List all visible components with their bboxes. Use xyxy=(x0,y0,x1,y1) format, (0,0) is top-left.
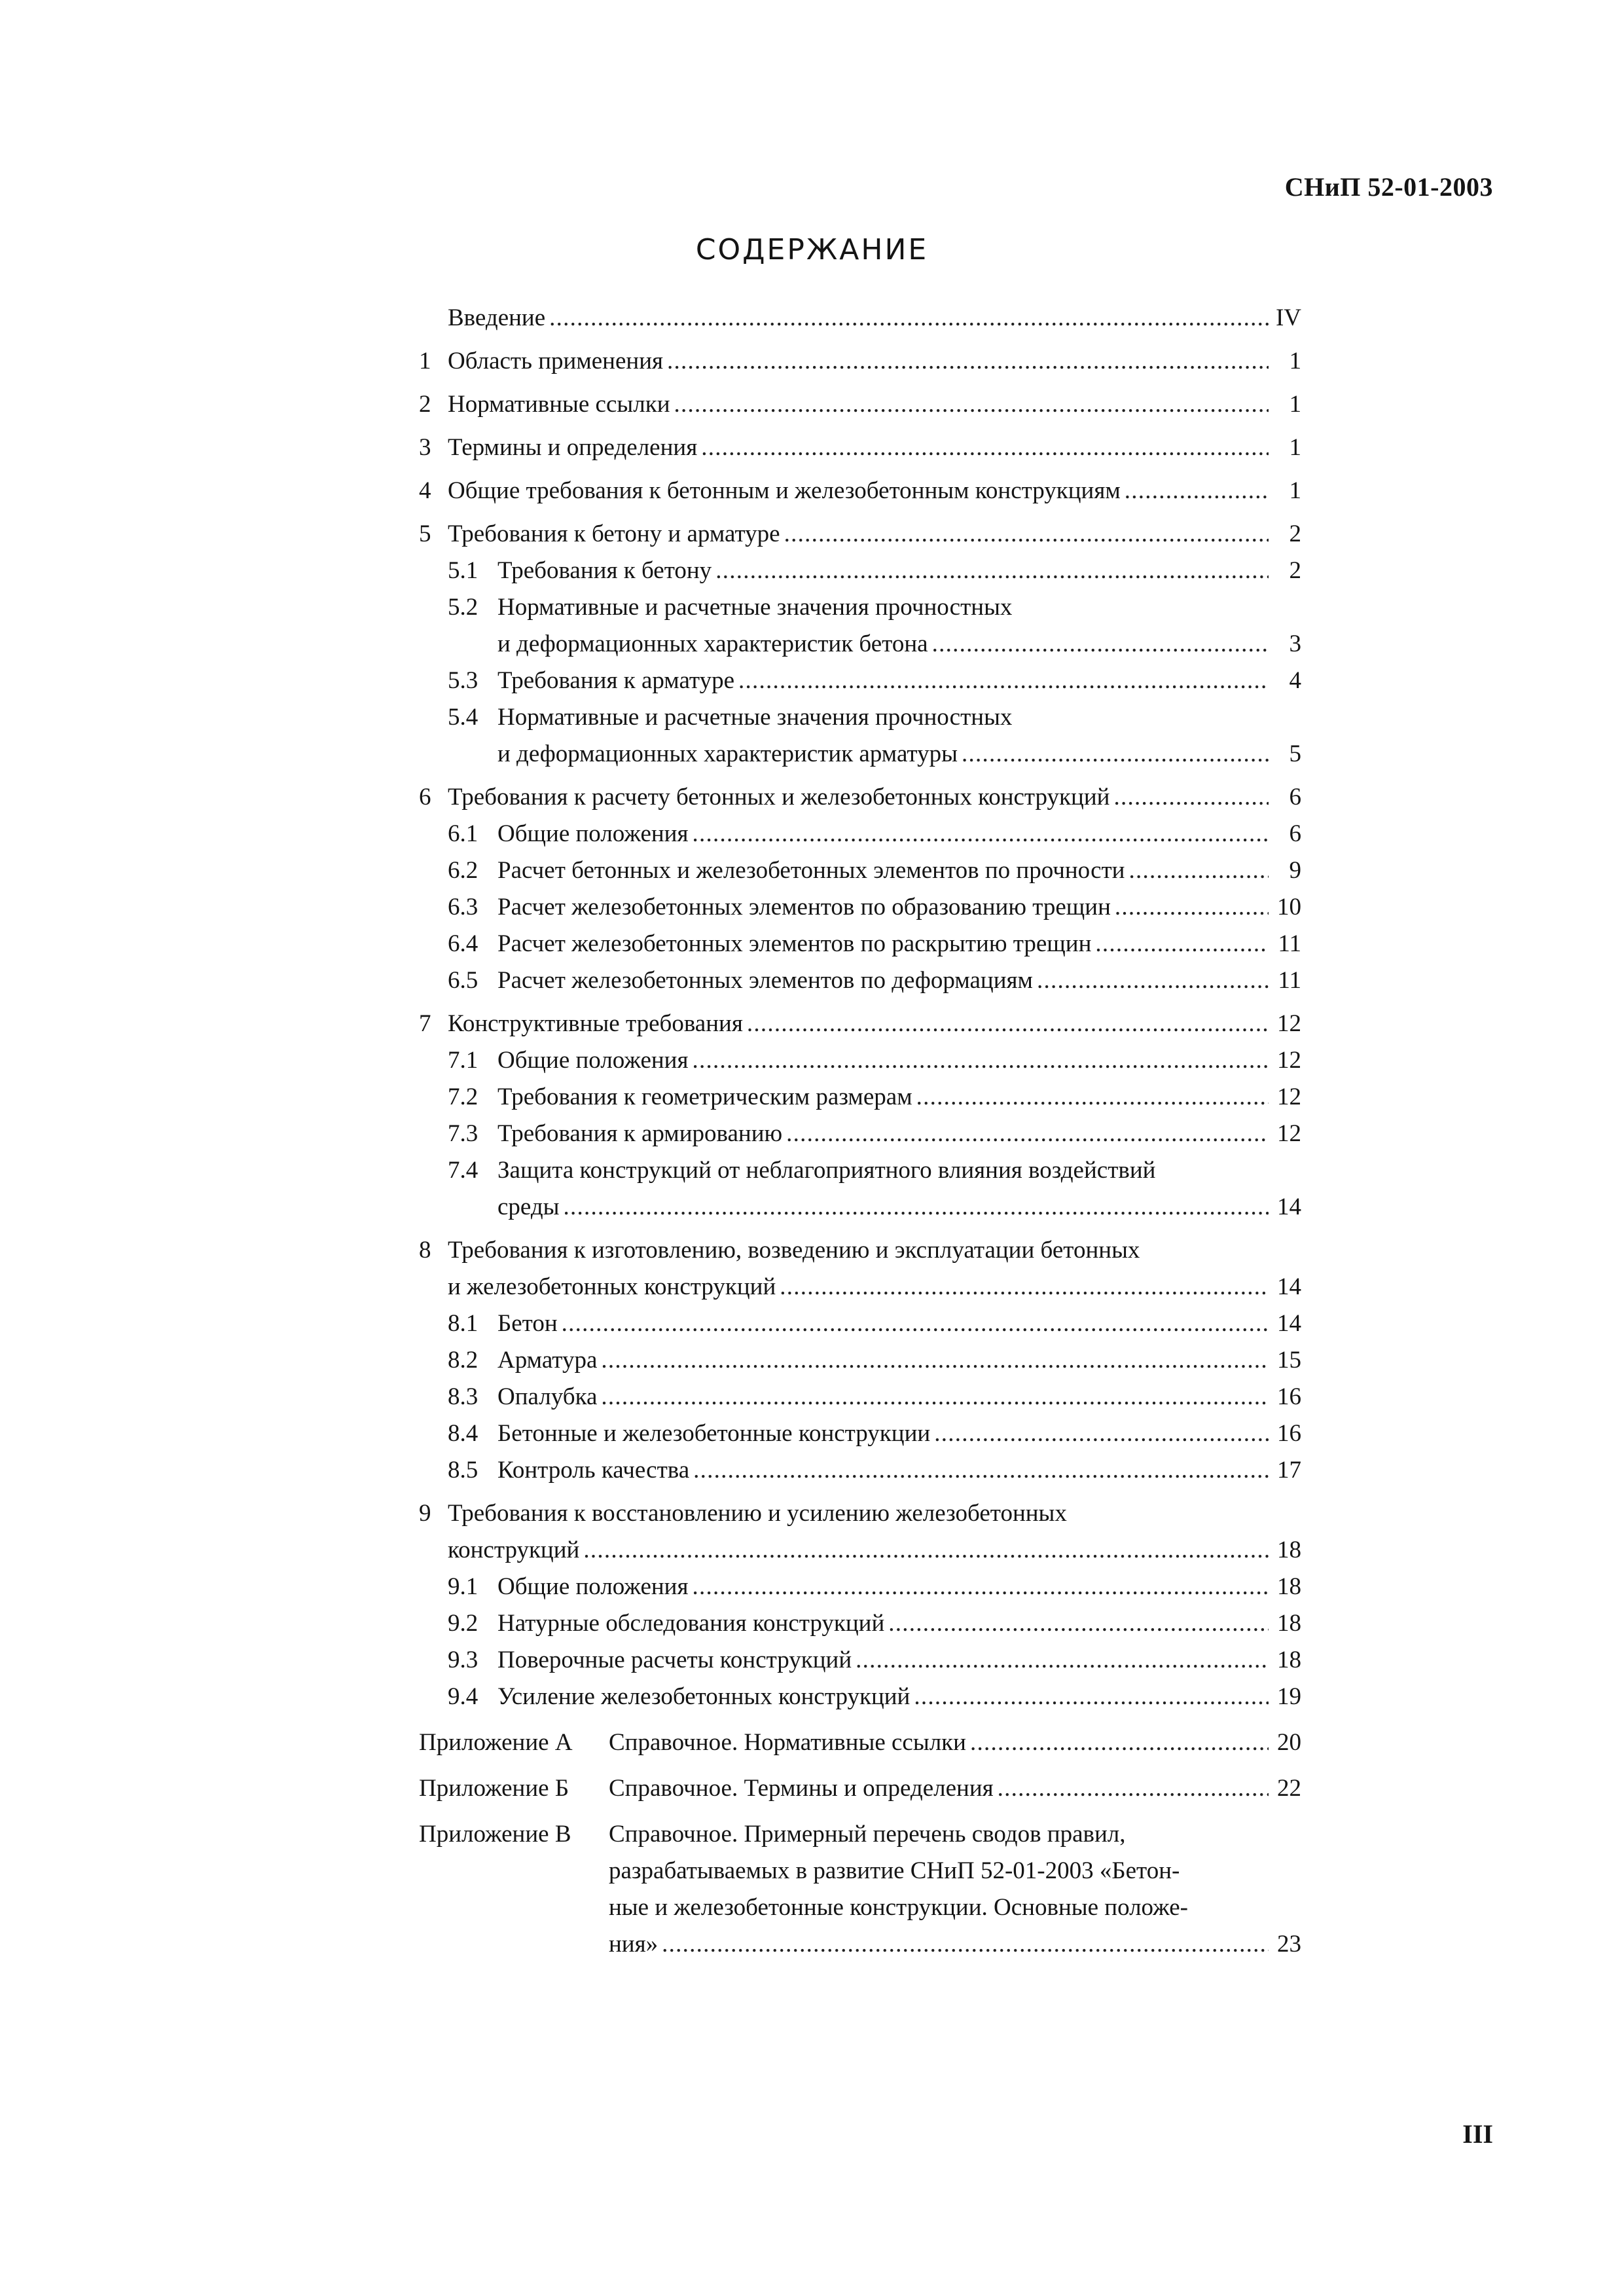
toc-entry-number: 7 xyxy=(419,1010,431,1037)
toc-entry-last-line xyxy=(497,736,1301,773)
toc-entry-number: 6.1 xyxy=(448,820,478,847)
toc-entry-number: 6.3 xyxy=(448,894,478,920)
toc-entry-last-line xyxy=(497,1415,1301,1452)
toc-entry-last-line xyxy=(448,1006,1301,1042)
toc-page-number: IV xyxy=(1275,304,1301,331)
toc-entry-text xyxy=(448,1006,1301,1042)
toc-page-number: 1 xyxy=(1289,477,1301,504)
toc-entry xyxy=(419,429,1301,466)
toc-page-number: 19 xyxy=(1277,1683,1301,1710)
toc-page-number: 17 xyxy=(1277,1457,1301,1484)
toc-page-number: 5 xyxy=(1289,740,1301,767)
dot-leader xyxy=(692,816,1269,852)
appendix-last-line xyxy=(609,1926,1301,1963)
toc-entry xyxy=(419,1605,1301,1642)
toc-entry-last-line xyxy=(448,516,1301,553)
toc-entry-number: 5.1 xyxy=(448,557,478,584)
toc-page-number: 12 xyxy=(1277,1010,1301,1037)
toc-page-number: 18 xyxy=(1277,1573,1301,1600)
toc-entry xyxy=(419,589,1301,663)
toc-entry-number: 9.3 xyxy=(448,1647,478,1673)
toc-entry-line xyxy=(419,1006,1301,1042)
appendix-title: Справочное. Нормативные ссылки xyxy=(609,1729,966,1756)
toc-entry-last-line xyxy=(448,779,1301,816)
toc-entry-title: Нормативные ссылки xyxy=(448,391,670,418)
toc-entry-line xyxy=(448,1379,1301,1415)
toc-page-number: 18 xyxy=(1277,1647,1301,1673)
toc-entry-last-line xyxy=(448,1532,1301,1569)
dot-leader xyxy=(856,1642,1269,1679)
appendix-entry-line xyxy=(419,1724,1301,1761)
document-code-header: СНиП 52-01-2003 xyxy=(1284,172,1493,202)
dot-leader xyxy=(747,1006,1269,1042)
toc-entry-last-line xyxy=(448,473,1301,509)
toc-entry-text-line: Защита конструкций от неблагоприятного влияния воздействий xyxy=(497,1157,1156,1184)
toc-entry-text xyxy=(497,1042,1301,1079)
dot-leader xyxy=(693,1452,1269,1489)
toc-entry xyxy=(419,1495,1301,1569)
toc-entry-text xyxy=(448,343,1301,380)
toc-page-number: 18 xyxy=(1277,1537,1301,1563)
toc-entry-text xyxy=(448,473,1301,509)
appendix-text-line: ные и железобетонные конструкции. Основные положе- xyxy=(609,1894,1188,1921)
dot-leader xyxy=(583,1532,1269,1569)
toc-entry xyxy=(419,1642,1301,1679)
appendix-label: Приложение В xyxy=(419,1821,571,1848)
dot-leader xyxy=(1095,926,1269,962)
toc-entry-title: Общие положения xyxy=(497,1047,689,1074)
toc-entry-last-line xyxy=(448,343,1301,380)
dot-leader xyxy=(784,516,1269,553)
toc-page-number: 1 xyxy=(1289,348,1301,374)
toc-entry-number: 6.4 xyxy=(448,930,478,957)
toc-entry-number: 2 xyxy=(419,391,431,418)
toc-entry-text xyxy=(448,386,1301,423)
toc-entry xyxy=(419,473,1301,509)
toc-entry-title: Расчет бетонных и железобетонных элементов по прочности xyxy=(497,857,1125,884)
toc-entry xyxy=(419,852,1301,889)
toc-entry-line xyxy=(448,962,1301,999)
dot-leader xyxy=(1128,852,1269,889)
toc-entry-text xyxy=(497,926,1301,962)
toc-entry-title: и деформационных характеристик арматуры xyxy=(497,740,958,767)
toc-entry-line xyxy=(419,386,1301,423)
toc-entry xyxy=(419,553,1301,589)
toc-entry-title: Общие требования к бетонным и железобетонным конструкциям xyxy=(448,477,1121,504)
toc-entry-text xyxy=(497,962,1301,999)
toc-title: СОДЕРЖАНИЕ xyxy=(695,233,929,266)
toc-entry-title: Бетон xyxy=(497,1310,558,1337)
appendix-entry xyxy=(419,1724,1301,1761)
toc-entry-number: 8.2 xyxy=(448,1347,478,1374)
toc-entry-line xyxy=(419,429,1301,466)
toc-entry-line xyxy=(448,852,1301,889)
dot-leader xyxy=(701,429,1269,466)
toc-page-number: 3 xyxy=(1289,630,1301,657)
toc-entry-number: 3 xyxy=(419,434,431,461)
toc-entry xyxy=(419,1452,1301,1489)
toc-entry-text xyxy=(497,816,1301,852)
toc-entry xyxy=(419,699,1301,773)
dot-leader xyxy=(692,1569,1269,1605)
toc-entry-number: 9.1 xyxy=(448,1573,478,1600)
toc-entry xyxy=(419,1379,1301,1415)
toc-entry-text xyxy=(497,889,1301,926)
toc-page-number: 4 xyxy=(1289,667,1301,694)
toc-entry-number: 8.3 xyxy=(448,1383,478,1410)
toc-entry-number: 6.2 xyxy=(448,857,478,884)
toc-entry xyxy=(419,300,1301,337)
toc-entry-line xyxy=(419,779,1301,816)
toc-page-number: 12 xyxy=(1277,1120,1301,1147)
toc-entry-title: и железобетонных конструкций xyxy=(448,1273,776,1300)
toc-entry xyxy=(419,1079,1301,1116)
toc-entry xyxy=(419,1569,1301,1605)
toc-entry-title: Требования к бетону и арматуре xyxy=(448,520,780,547)
toc-entry-line xyxy=(419,516,1301,553)
toc-entry-line xyxy=(419,300,1301,337)
toc-page-number: 2 xyxy=(1289,520,1301,547)
toc-entry-text xyxy=(497,553,1301,589)
toc-entry-title: Арматура xyxy=(497,1347,598,1374)
dot-leader xyxy=(916,1079,1269,1116)
toc-entry-text xyxy=(497,1415,1301,1452)
toc-entry xyxy=(419,1232,1301,1305)
appendix-entry xyxy=(419,1816,1301,1963)
toc-entry-last-line xyxy=(497,962,1301,999)
toc-entry xyxy=(419,926,1301,962)
toc-entry-last-line xyxy=(497,926,1301,962)
toc-entry-text-line: Нормативные и расчетные значения прочностных xyxy=(497,704,1013,731)
toc-entry-last-line xyxy=(497,1042,1301,1079)
toc-entry-number: 8 xyxy=(419,1237,431,1264)
toc-entry-line xyxy=(448,1569,1301,1605)
toc-entry-number: 9.2 xyxy=(448,1610,478,1637)
toc-entry-title: Общие положения xyxy=(497,820,689,847)
dot-leader xyxy=(962,736,1269,773)
toc-entry-title: Усиление железобетонных конструкций xyxy=(497,1683,911,1710)
appendix-last-line xyxy=(609,1770,1301,1807)
toc-entry-last-line xyxy=(448,300,1301,337)
toc-entry-title: Поверочные расчеты конструкций xyxy=(497,1647,852,1673)
appendix-last-line xyxy=(609,1724,1301,1761)
appendix-text-line: разрабатываемых в развитие СНиП 52-01-2003 «Бетон- xyxy=(609,1857,1180,1884)
toc-entry-title: Опалубка xyxy=(497,1383,598,1410)
toc-entry-number: 7.4 xyxy=(448,1157,478,1184)
toc-entry-last-line xyxy=(497,626,1301,663)
toc-entry-title: Термины и определения xyxy=(448,434,698,461)
toc-entry-text-line: Требования к изготовлению, возведению и эксплуатации бетонных xyxy=(448,1237,1140,1264)
toc-entry-line xyxy=(448,1642,1301,1679)
toc-entry-text xyxy=(497,1605,1301,1642)
appendix-text xyxy=(609,1770,1301,1807)
toc-entry-text xyxy=(497,1452,1301,1489)
toc-entry-text xyxy=(497,1379,1301,1415)
dot-leader xyxy=(674,386,1269,423)
toc-entry-text xyxy=(497,1116,1301,1152)
toc-entry-number: 8.5 xyxy=(448,1457,478,1484)
toc-entry-text xyxy=(497,1305,1301,1342)
toc-entry-last-line xyxy=(497,1379,1301,1415)
toc-page-number: 6 xyxy=(1289,784,1301,811)
toc-entry-last-line xyxy=(497,816,1301,852)
toc-entry-title: Натурные обследования конструкций xyxy=(497,1610,885,1637)
toc-page-number: 14 xyxy=(1277,1273,1301,1300)
appendix-page-number: 22 xyxy=(1277,1775,1301,1802)
toc-entry-text xyxy=(497,1569,1301,1605)
toc-entry-number: 7.1 xyxy=(448,1047,478,1074)
toc-page-number: 9 xyxy=(1289,857,1301,884)
dot-leader xyxy=(601,1379,1269,1415)
toc-entry-number: 1 xyxy=(419,348,431,374)
toc-entry xyxy=(419,1152,1301,1226)
toc-entry-title: Расчет железобетонных элементов по образованию трещин xyxy=(497,894,1111,920)
toc-entry-line xyxy=(448,1605,1301,1642)
toc-entry-line xyxy=(448,926,1301,962)
toc-entry-text xyxy=(497,699,1301,773)
toc-entry-text-line: Нормативные и расчетные значения прочностных xyxy=(497,594,1013,621)
dot-leader xyxy=(601,1342,1269,1379)
toc-entry-line xyxy=(448,663,1301,699)
appendix-text xyxy=(609,1724,1301,1761)
toc-entry-last-line xyxy=(497,852,1301,889)
toc-entry-number: 6.5 xyxy=(448,967,478,994)
toc-entry-line xyxy=(419,1232,1301,1305)
toc-entry-text xyxy=(497,852,1301,889)
toc-entry-line xyxy=(448,889,1301,926)
toc-entry-line xyxy=(448,1415,1301,1452)
toc-entry-line xyxy=(448,816,1301,852)
toc-page-number: 2 xyxy=(1289,557,1301,584)
appendix-text-line: Справочное. Примерный перечень сводов правил, xyxy=(609,1821,1126,1848)
toc-page-number: 14 xyxy=(1277,1194,1301,1220)
toc-entry-text xyxy=(497,1152,1301,1226)
toc-entry xyxy=(419,1342,1301,1379)
toc-entry-title: Конструктивные требования xyxy=(448,1010,743,1037)
dot-leader xyxy=(932,626,1269,663)
appendix-page-number: 20 xyxy=(1277,1729,1301,1756)
toc-entry xyxy=(419,1305,1301,1342)
toc-entry-title: Контроль качества xyxy=(497,1457,690,1484)
dot-leader xyxy=(1115,889,1269,926)
toc-entry-last-line xyxy=(497,1642,1301,1679)
toc-entry-text xyxy=(497,663,1301,699)
toc-entry-last-line xyxy=(497,1116,1301,1152)
toc-entry-number: 5.2 xyxy=(448,594,478,621)
toc-entry-line xyxy=(448,1452,1301,1489)
toc-entry-last-line xyxy=(497,553,1301,589)
toc-entry-last-line xyxy=(497,1569,1301,1605)
toc-entry xyxy=(419,816,1301,852)
toc-page-number: 16 xyxy=(1277,1420,1301,1447)
toc-entry xyxy=(419,1006,1301,1042)
appendix-entry-line xyxy=(419,1770,1301,1807)
toc-entry-last-line xyxy=(497,1605,1301,1642)
toc-entry-number: 9 xyxy=(419,1500,431,1527)
toc-entry-text xyxy=(448,1232,1301,1305)
toc-entry-line xyxy=(448,1679,1301,1715)
toc-entry-title: Введение xyxy=(448,304,546,331)
toc-page-number: 18 xyxy=(1277,1610,1301,1637)
page-number: III xyxy=(1462,2119,1493,2149)
toc-entry-title: Требования к арматуре xyxy=(497,667,735,694)
appendix-title: Справочное. Термины и определения xyxy=(609,1775,994,1802)
toc-entry-title: Расчет железобетонных элементов по раскрытию трещин xyxy=(497,930,1092,957)
appendix-label: Приложение А xyxy=(419,1729,573,1756)
toc-entry-title: Требования к расчету бетонных и железобетонных конструкций xyxy=(448,784,1110,811)
toc-entry xyxy=(419,1116,1301,1152)
toc-entry-title: Требования к армированию xyxy=(497,1120,783,1147)
toc-entry xyxy=(419,889,1301,926)
appendix-page-number: 23 xyxy=(1277,1931,1301,1958)
toc-entry-title: Бетонные и железобетонные конструкции xyxy=(497,1420,931,1447)
toc-entry-title: Область применения xyxy=(448,348,664,374)
toc-entry-line xyxy=(448,699,1301,773)
toc-entry-title: Общие положения xyxy=(497,1573,689,1600)
toc-entry xyxy=(419,386,1301,423)
toc-entry-last-line xyxy=(497,663,1301,699)
toc-entry xyxy=(419,663,1301,699)
toc-entry-text xyxy=(448,429,1301,466)
toc-entry-text xyxy=(497,1079,1301,1116)
toc-page-number: 10 xyxy=(1277,894,1301,920)
dot-leader xyxy=(562,1305,1269,1342)
toc-entry-title: и деформационных характеристик бетона xyxy=(497,630,928,657)
toc-page-number: 14 xyxy=(1277,1310,1301,1337)
appendix-entry-line xyxy=(419,1816,1301,1963)
toc-entry-last-line xyxy=(497,1452,1301,1489)
toc-entry-last-line xyxy=(497,1342,1301,1379)
toc-entry-line xyxy=(448,1305,1301,1342)
dot-leader xyxy=(914,1679,1269,1715)
toc-entry-text xyxy=(448,1495,1301,1569)
toc-entry-number: 8.1 xyxy=(448,1310,478,1337)
toc-entry-number: 7.3 xyxy=(448,1120,478,1147)
dot-leader xyxy=(888,1605,1269,1642)
toc-entry-number: 5.3 xyxy=(448,667,478,694)
toc-entry xyxy=(419,1415,1301,1452)
dot-leader xyxy=(1125,473,1269,509)
dot-leader xyxy=(662,1926,1269,1963)
toc-entry-text xyxy=(497,1679,1301,1715)
toc-entry-title: конструкций xyxy=(448,1537,580,1563)
toc-entry xyxy=(419,1679,1301,1715)
toc-page-number: 16 xyxy=(1277,1383,1301,1410)
appendix-entry xyxy=(419,1770,1301,1807)
toc-entry-title: Требования к бетону xyxy=(497,557,712,584)
toc-page-number: 12 xyxy=(1277,1047,1301,1074)
appendix-title: ния» xyxy=(609,1931,659,1958)
toc-page-number: 15 xyxy=(1277,1347,1301,1374)
toc-entry-number: 5.4 xyxy=(448,704,478,731)
toc-page-number: 11 xyxy=(1278,967,1301,994)
toc-page-number: 11 xyxy=(1278,930,1301,957)
dot-leader xyxy=(1037,962,1269,999)
toc-entry xyxy=(419,1042,1301,1079)
toc-entry-line xyxy=(448,1042,1301,1079)
toc-entry-number: 4 xyxy=(419,477,431,504)
toc-entry-text xyxy=(448,300,1301,337)
toc-entry-line xyxy=(448,1116,1301,1152)
toc-entry-title: среды xyxy=(497,1194,560,1220)
dot-leader xyxy=(1113,779,1269,816)
toc-entry-line xyxy=(448,553,1301,589)
toc-entry-number: 9.4 xyxy=(448,1683,478,1710)
dot-leader xyxy=(786,1116,1269,1152)
dot-leader xyxy=(998,1770,1269,1807)
table-of-contents xyxy=(419,300,1301,1963)
toc-page-number: 12 xyxy=(1277,1084,1301,1110)
toc-entry-line xyxy=(419,1495,1301,1569)
toc-page-number: 1 xyxy=(1289,391,1301,418)
toc-entry-text xyxy=(497,589,1301,663)
toc-page-number: 6 xyxy=(1289,820,1301,847)
toc-entry-last-line xyxy=(448,429,1301,466)
toc-entry-last-line xyxy=(448,1269,1301,1305)
toc-entry-number: 5 xyxy=(419,520,431,547)
toc-entry xyxy=(419,962,1301,999)
toc-entry-last-line xyxy=(448,386,1301,423)
toc-entry-number: 8.4 xyxy=(448,1420,478,1447)
toc-entry-text xyxy=(497,1642,1301,1679)
dot-leader xyxy=(715,553,1269,589)
toc-entry-line xyxy=(448,589,1301,663)
appendix-label: Приложение Б xyxy=(419,1775,569,1802)
toc-entry-title: Требования к геометрическим размерам xyxy=(497,1084,912,1110)
toc-entry xyxy=(419,779,1301,816)
toc-entry-number: 6 xyxy=(419,784,431,811)
dot-leader xyxy=(667,343,1269,380)
toc-entry-line xyxy=(419,473,1301,509)
toc-entry-text xyxy=(497,1342,1301,1379)
dot-leader xyxy=(970,1724,1269,1761)
toc-page-number: 1 xyxy=(1289,434,1301,461)
toc-entry-last-line xyxy=(497,1679,1301,1715)
toc-entry-last-line xyxy=(497,1189,1301,1226)
toc-entry-line xyxy=(419,343,1301,380)
toc-entry-text xyxy=(448,779,1301,816)
toc-entry-line xyxy=(448,1342,1301,1379)
appendix-text xyxy=(609,1816,1301,1963)
toc-entry xyxy=(419,516,1301,553)
toc-entry-text xyxy=(448,516,1301,553)
dot-leader xyxy=(564,1189,1269,1226)
toc-entry-line xyxy=(448,1152,1301,1226)
toc-entry xyxy=(419,343,1301,380)
dot-leader xyxy=(780,1269,1269,1305)
toc-entry-last-line xyxy=(497,1305,1301,1342)
dot-leader xyxy=(934,1415,1269,1452)
toc-entry-number: 7.2 xyxy=(448,1084,478,1110)
toc-entry-text-line: Требования к восстановлению и усилению железобетонных xyxy=(448,1500,1067,1527)
dot-leader xyxy=(692,1042,1269,1079)
toc-entry-last-line xyxy=(497,1079,1301,1116)
toc-entry-last-line xyxy=(497,889,1301,926)
toc-entry-title: Расчет железобетонных элементов по деформациям xyxy=(497,967,1033,994)
dot-leader xyxy=(738,663,1269,699)
dot-leader xyxy=(549,300,1269,337)
toc-entry-line xyxy=(448,1079,1301,1116)
